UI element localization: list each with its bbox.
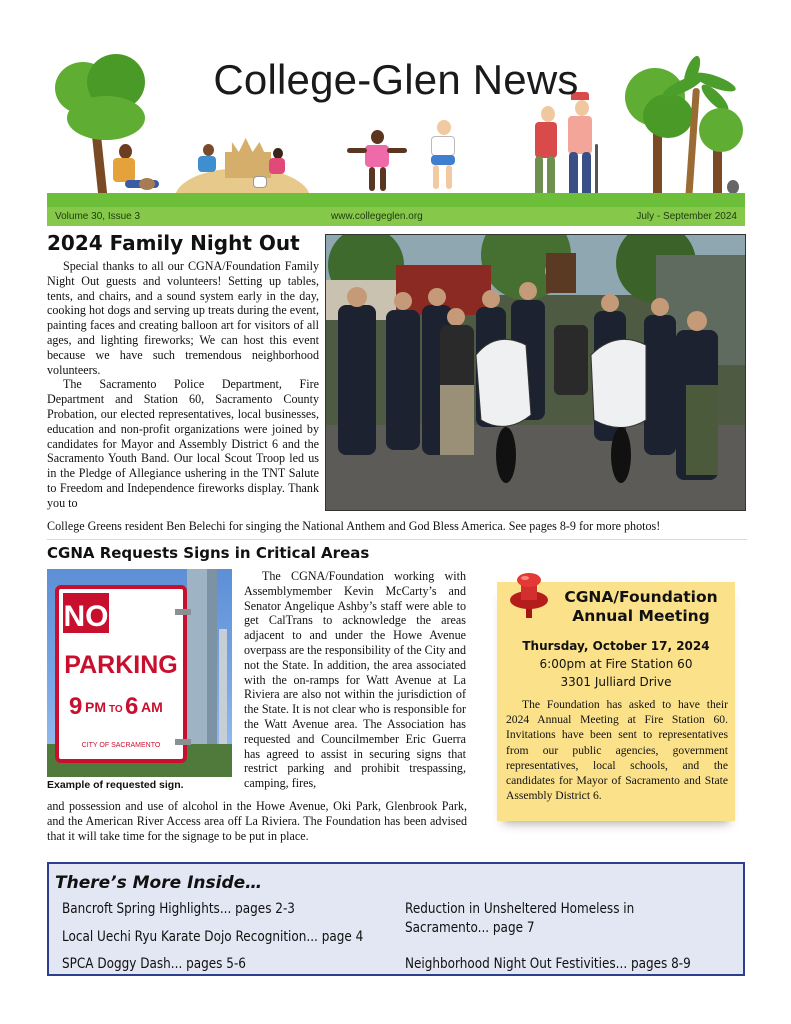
- sandcastle-icon: [225, 138, 271, 178]
- sign-time-a: 9: [69, 693, 83, 720]
- meeting-time: 6:00pm at Fire Station 60: [539, 657, 693, 671]
- cat-icon: [727, 180, 739, 194]
- signs-headline: CGNA Requests Signs in Critical Areas: [47, 544, 370, 562]
- grass-strip: [47, 193, 745, 207]
- no-parking-sign-photo: [47, 569, 232, 777]
- signs-story-body: The CGNA/Foundation working with Assemblymember Kevin McCarty’s and Senator Angelique Ashby’s staff were able to get CalTrans to acknowledge the areas adjacent to and under the Howe Avenue overpass are the responsibility of the City and not the State. In addition, the area associated with the on-ramps for Watt Avenue at La Riviera are also not within the jurisdiction of the State. It is not clear who is responsible for the Watt Avenue area. The Association has requested and Councilmember Eric Guerra has agreed to assist in securing signs that restrict parking and prohibit trespassing, camping, fires,: [244, 569, 467, 791]
- sign-line2: PARKING: [64, 651, 178, 679]
- lead-paragraph-tail: College Greens resident Ben Belechi for singing the National Anthem and God Bless America. See pages 8-9 for more photos!: [47, 519, 661, 533]
- meeting-title: CGNA/Foundation Annual Meeting: [564, 588, 718, 625]
- meeting-date: Thursday, October 17, 2024: [522, 639, 710, 653]
- issue-dates: July - September 2024: [636, 211, 737, 222]
- website-link[interactable]: www.collegeglen.org: [331, 211, 423, 222]
- inside-item[interactable]: SPCA Doggy Dash... pages 5-6: [62, 956, 246, 972]
- more-inside-box: [47, 862, 745, 976]
- lead-paragraph: Special thanks to all our CGNA/Foundation Family Night Out guests and volunteers! Setting up tables, tents, and chairs, and a sound system early in the day, cooking hot dogs and serving up treats during the event, painting faces and creating balloon art for visitors of all ages, and lighting fireworks; We can host this event because we have such tremendous neighborhood volunteers.: [47, 259, 319, 377]
- sign-to: TO: [109, 704, 123, 715]
- section-divider: [47, 539, 747, 540]
- sign-city: CITY OF SACRAMENTO: [81, 742, 161, 749]
- lead-paragraph: The Sacramento Police Department, Fire Department and Station 60, Sacramento County Probation, our elected representatives, local businesses, education and non-profit organizations were joined by candidates for Mayor and Assembly District 6 and the Sacramento Youth Band. Our local Scout Troop led us in the Pledge of Allegiance ushering in the TNT Salute to Freedom and Independence fireworks display. Thank you to: [47, 377, 319, 510]
- volume-issue: Volume 30, Issue 3: [55, 211, 141, 222]
- inside-item[interactable]: Bancroft Spring Highlights... pages 2-3: [62, 901, 295, 917]
- inside-item[interactable]: Local Uechi Ryu Karate Dojo Recognition... page 4: [62, 929, 364, 945]
- meeting-body: The Foundation has asked to have their 2024 Annual Meeting at Fire Station 60. Invitations have been sent to representatives from our public agencies, government representatives, local schools, and the candidates for Mayor of Sacramento and State Assembly District 6.: [506, 698, 728, 803]
- police-group-photo: [325, 234, 746, 511]
- masthead: [47, 48, 745, 226]
- sign-line1: NO: [63, 600, 109, 633]
- sign-pm: PM: [85, 699, 106, 715]
- inside-item[interactable]: Neighborhood Night Out Festivities... pages 8-9: [405, 956, 691, 972]
- no-parking-sign-graphic: [47, 569, 232, 777]
- sign-photo-caption: Example of requested sign.: [47, 779, 184, 791]
- police-group-photo-graphic: [326, 235, 746, 511]
- sign-time-b: 6: [125, 693, 139, 720]
- newsletter-title: College-Glen News: [213, 56, 579, 103]
- inside-item[interactable]: Reduction in Unsheltered Homeless in Sacramento... page 7: [405, 901, 635, 936]
- tree-icon: [699, 108, 743, 152]
- meeting-address: 3301 Julliard Drive: [560, 675, 672, 689]
- signs-story-tail: and possession and use of alcohol in the Howe Avenue, Oki Park, Glenbrook Park, and the American River Access area off La Riviera. The Foundation has been advised that it will take time for the signage to be put in place.: [47, 799, 467, 843]
- push-pin-icon: [509, 570, 549, 620]
- sign-am: AM: [141, 699, 163, 715]
- lead-story-body: [47, 259, 319, 511]
- issue-info-bar: [47, 207, 745, 226]
- lead-headline: 2024 Family Night Out: [47, 231, 300, 255]
- meeting-details: [497, 637, 735, 691]
- more-inside-title: There’s More Inside…: [55, 873, 263, 893]
